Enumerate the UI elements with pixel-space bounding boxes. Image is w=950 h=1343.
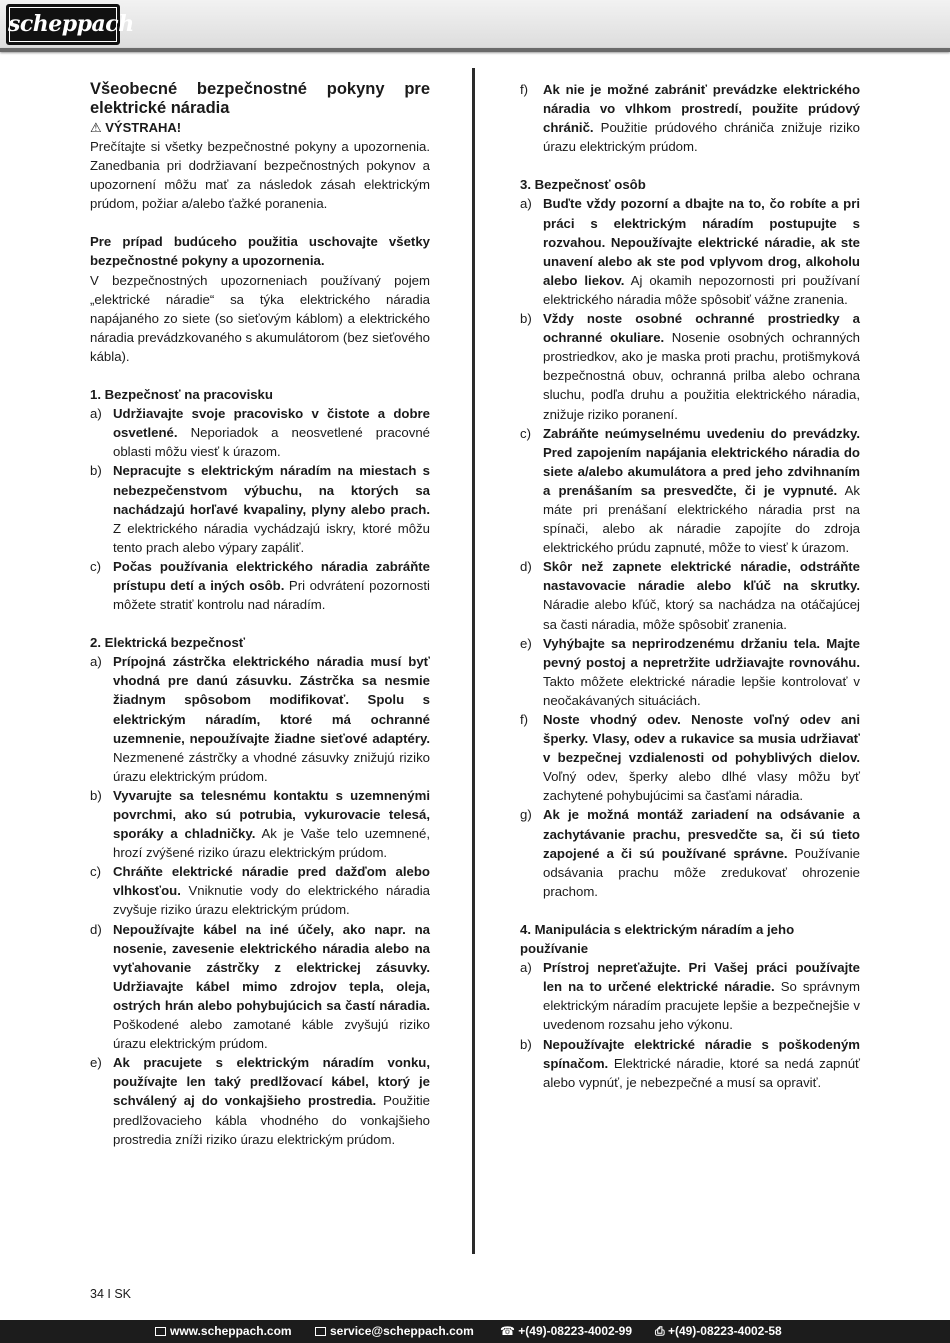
item-text: Takto môžete elektrické náradie lepšie kontrolovať v neočakávaných situáciách.	[543, 673, 860, 708]
list-item	[90, 652, 430, 786]
footer-web[interactable]	[155, 1320, 292, 1343]
definition-text: V bezpečnostných upozorneniach používaný pojem „elektrické náradie“ sa týka elektrického náradia napájaného zo siete (so sieťovým káblom) a elektrického náradia prevádzkovaného s akumulátorom (bez sieťového kábla).	[90, 272, 430, 364]
list-item	[520, 80, 860, 156]
item-text: Používanie odsávania prachu môže zredukovať ohrozenie prachom.	[543, 845, 860, 899]
item-marker: c)	[90, 864, 101, 880]
list-item	[520, 557, 860, 633]
item-bold-text: Vyvarujte sa telesnému kontaktu s uzemnenými povrchmi, ako sú potrubia, vykurovacie telesá, sporáky a chladničky.	[113, 787, 430, 842]
item-text: Ak je Vaše telo uzemnené, hrozí zvýšené riziko úrazu elektrickým prúdom.	[113, 826, 430, 861]
right-column	[520, 80, 860, 1092]
section-3-list	[520, 194, 860, 900]
section-1-list	[90, 404, 430, 614]
footer-mail-text: service@scheppach.com	[330, 1324, 474, 1338]
scheppach-logo	[6, 4, 134, 45]
page-title	[90, 80, 430, 118]
item-marker: b)	[90, 787, 102, 803]
list-item	[90, 404, 430, 461]
monitor-icon	[155, 1327, 166, 1336]
left-column	[90, 80, 430, 1149]
header-rule	[0, 48, 950, 52]
list-item	[520, 194, 860, 309]
item-bold-text: Nepracujte s elektrickým náradím na miestach s nebezpečenstvom výbuchu, na ktorých sa nachádzajú horľavé kvapaliny, plyny alebo prach.	[113, 463, 430, 517]
list-item	[520, 710, 860, 805]
section-3-heading: 3. Bezpečnosť osôb	[520, 177, 646, 193]
phone-icon: ☎	[500, 1324, 519, 1338]
footer-web-text: www.scheppach.com	[170, 1324, 292, 1338]
item-text: Nezmenené zástrčky a vhodné zásuvky znižujú riziko úrazu elektrickým prúdom.	[113, 749, 430, 784]
section-2-heading: 2. Elektrická bezpečnosť	[90, 635, 246, 651]
item-bold-text: Vyhýbajte sa neprirodzenému držaniu tela. Majte pevný postoj a nepretržite udržiavajte rovnováhu.	[543, 635, 860, 670]
footer-mail[interactable]	[315, 1320, 474, 1343]
item-bold-text: Zabráňte neúmyselnému uvedeniu do prevádzky. Pred zapojením napájania elektrického náradia do siete a/alebo akumulátora a pred jeho zdvihnaním a prenášaním sa presvedčte, či je vypnuté.	[543, 425, 860, 498]
title-line-2: elektrické náradia	[90, 99, 230, 117]
item-text: Elektrické náradie, ktoré sa nedá zapnúť alebo vypnúť, je nebezpečné a musí sa opraviť.	[543, 1055, 860, 1090]
item-bold-text: Skôr než zapnete elektrické náradie, odstráňte nastavovacie náradie alebo kľúč na skrutky.	[543, 559, 860, 594]
item-marker: b)	[520, 311, 532, 327]
item-text: Použitie predlžovacieho kábla vhodného do vonkajšieho prostredia zníži riziko úrazu elektrickým prúdom.	[113, 1093, 430, 1147]
item-marker: e)	[90, 1055, 102, 1071]
item-text: Voľný odev, šperky alebo dlhé vlasy môžu byť zachytené pohybujúcimi sa časťami náradia.	[543, 769, 860, 804]
list-item	[90, 862, 430, 919]
list-item	[90, 557, 430, 614]
item-marker: d)	[90, 921, 102, 937]
item-marker: d)	[520, 559, 532, 575]
title-line-1: Všeobecné bezpečnostné pokyny pre	[90, 80, 430, 98]
item-text: Nosenie osobných ochranných prostriedkov, ako je maska proti prachu, protišmyková bezpečnostná obuv, ochranná prilba alebo ochrana sluchu, podľa druhu a použitia elektrického náradia, znižuje riziko poranení.	[543, 330, 860, 422]
envelope-icon	[315, 1327, 326, 1336]
item-bold-text: Ak pracujete s elektrickým náradím vonku, používajte len taký predlžovací kábel, ktorý je schválený aj do vonkajšieho prostredia.	[113, 1055, 430, 1109]
item-bold-text: Počas používania elektrického náradia zabráňte prístupu detí a iných osôb.	[113, 558, 430, 593]
item-bold-text: Buďte vždy pozorní a dbajte na to, čo robíte a pri práci s elektrickým náradím postupujte s rozvahou. Nepoužívajte elektrické náradie, ak ste unavení alebo ak ste pod vplyvom drog, alkoholu alebo liekov.	[543, 196, 860, 288]
item-text: Použitie prúdového chrániča znižuje riziko úrazu elektrickým prúdom.	[543, 120, 860, 155]
list-item	[520, 309, 860, 424]
item-bold-text: Nepoužívajte elektrické náradie s poškodeným spínačom.	[543, 1036, 860, 1071]
item-marker: a)	[520, 960, 532, 976]
item-text: So správnym elektrickým náradím pracujete lepšie a bezpečnejšie v uvedenom rozsahu jeho výkonu.	[543, 979, 861, 1033]
item-text: Vniknutie vody do elektrického náradia zvyšuje riziko úrazu elektrickým prúdom.	[113, 883, 430, 918]
list-item	[90, 461, 430, 556]
warning-label: ⚠ VÝSTRAHA!	[90, 120, 182, 135]
item-text: Neporiadok a neosvetlené pracovné oblasti môžu viesť k úrazom.	[113, 425, 430, 460]
item-text: Ak máte pri prenášaní elektrického náradia prst na spínači, alebo ak náradie zapojíte do zdroja elektrického prúdu zapnuté, môže to viesť k úrazom.	[543, 482, 860, 556]
list-item	[520, 958, 860, 1034]
section-2-item-f	[520, 80, 860, 156]
fax-icon: ⎙	[655, 1324, 668, 1338]
footer-fax	[655, 1320, 782, 1343]
list-item	[520, 424, 860, 558]
section-1-heading: 1. Bezpečnosť na pracovisku	[90, 387, 273, 403]
item-marker: g)	[520, 807, 532, 823]
item-bold-text: Ak nie je možné zabrániť prevádzke elektrického náradia vo vlhkom prostredí, použite prúdový chránič.	[543, 82, 860, 136]
item-marker: a)	[520, 196, 532, 212]
section-4-heading: 4. Manipulácia s elektrickým náradím a jeho používanie	[520, 921, 795, 957]
footer-phone-text: +(49)-08223-4002-99	[518, 1324, 633, 1338]
item-marker: c)	[90, 558, 101, 574]
list-item	[520, 805, 860, 900]
list-item	[90, 920, 430, 1054]
item-text: Aj okamih nepozornosti pri používaní elektrického náradia môže spôsobiť vážne zranenia.	[543, 272, 860, 307]
list-item	[90, 786, 430, 862]
item-marker: b)	[520, 1036, 532, 1052]
item-bold-text: Prístroj nepreťažujte. Pri Vašej práci používajte len na to určené elektrické náradie.	[543, 960, 860, 995]
item-text: Poškodené alebo zamotané káble zvyšujú riziko úrazu elektrickým prúdom.	[113, 1017, 430, 1052]
item-text: Náradie alebo kľúč, ktorý sa nachádza na otáčajúcej sa časti náradia, môže spôsobiť zranenia.	[543, 597, 860, 632]
item-bold-text: Chráňte elektrické náradie pred dažďom alebo vlhkosťou.	[113, 864, 430, 899]
intro-text: Prečítajte si všetky bezpečnostné pokyny a upozornenia. Zanedbania pri dodržiavaní bezpečnostných pokynov a upozornení môžu mať za následok zásah elektrickým prúdom, požiar a/alebo ťažké poranenia.	[90, 139, 430, 212]
list-item	[520, 634, 860, 710]
item-marker: f)	[520, 82, 529, 97]
header-band	[0, 0, 950, 50]
column-divider	[472, 68, 475, 1254]
item-marker: a)	[90, 406, 102, 422]
item-text: Pri odvrátení pozornosti môžete stratiť kontrolu nad náradím.	[113, 577, 430, 613]
item-marker: c)	[520, 425, 531, 441]
item-bold-text: Noste vhodný odev. Nenoste voľný odev ani šperky. Vlasy, odev a rukavice sa musia udržiavať v bezpečnej vzdialenosti od pohyblivých dielov.	[543, 712, 860, 766]
logo-text: scheppach	[8, 11, 134, 37]
item-bold-text: Prípojná zástrčka elektrického náradia musí byť vhodná pre danú zásuvku. Zástrčka sa nesmie žiadnym spôsobom modifikovať. Spolu s elektrickým náradím, ktoré má ochranné uzemnenie, nepoužívajte žiadne sieťové adaptéry.	[113, 654, 430, 746]
footer-bar	[0, 1320, 950, 1343]
item-text: Z elektrického náradia vychádzajú iskry, ktoré môžu tento prach alebo výpary zapáliť.	[113, 520, 430, 555]
item-marker: f)	[520, 712, 529, 727]
keep-instructions: Pre prípad budúceho použitia uschovajte všetky bezpečnostné pokyny a upozornenia.	[90, 234, 430, 269]
item-bold-text: Ak je možná montáž zariadení na odsávanie a zachytávanie prachu, presvedčte sa, či sú tieto zapojené a či sú používané správne.	[543, 807, 860, 861]
item-bold-text: Nepoužívajte kábel na iné účely, ako napr. na nosenie, zavesenie elektrického náradia alebo na vyťahovanie zástrčky z elektrickej zásuvky. Udržiavajte kábel mimo zdrojov tepla, oleja, ostrých hrán alebo pohybujúcich sa častí náradia.	[113, 921, 430, 1013]
section-4-list	[520, 958, 860, 1092]
item-bold-text: Udržiavajte svoje pracovisko v čistote a dobre osvetlené.	[113, 406, 430, 441]
item-marker: e)	[520, 635, 532, 651]
item-marker: a)	[90, 654, 102, 670]
item-bold-text: Vždy noste osobné ochranné prostriedky a ochranné okuliare.	[543, 311, 860, 346]
section-2-list	[90, 652, 430, 1148]
item-marker: b)	[90, 463, 102, 479]
footer-phone	[500, 1320, 632, 1343]
list-item	[90, 1053, 430, 1148]
page-number: 34 I SK	[90, 1287, 131, 1301]
footer-fax-text: +(49)-08223-4002-58	[667, 1324, 782, 1338]
list-item	[520, 1035, 860, 1092]
